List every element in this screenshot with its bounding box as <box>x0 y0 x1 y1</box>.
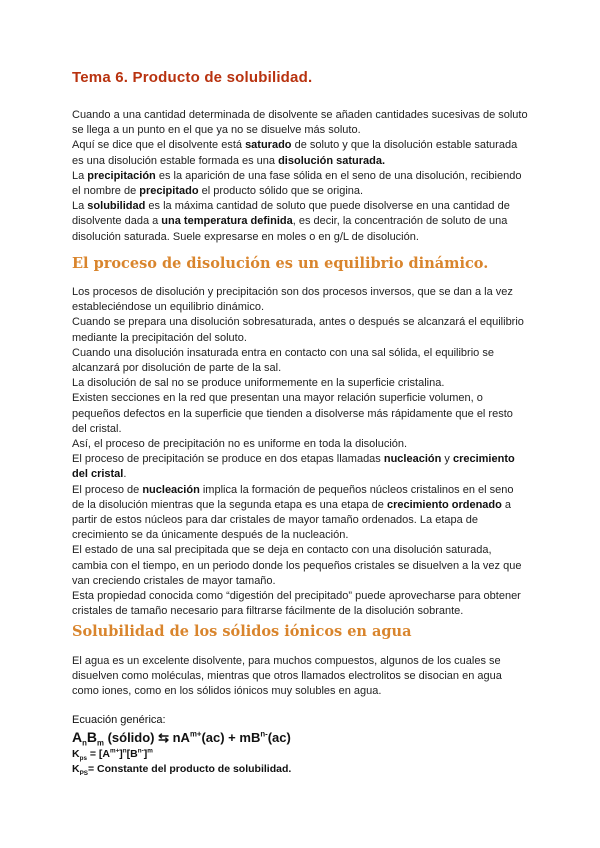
paragraph: El estado de una sal precipitada que se deja en contacto con una disolución saturada, cambia con el tiempo, en un periodo donde los pequeños cristales se disuelven a la vez que van creciendo cristales de mayor tamaño. <box>72 544 522 587</box>
paragraph: Esta propiedad conocida como “digestión del precipitado” puede aprovecharse para obtener cristales de tamaño necesario para filtrarse fácilmente de la disolución sobrante. <box>72 590 521 618</box>
intro-paragraph: Cuando a una cantidad determinada de disolvente se añaden cantidades sucesivas de soluto se llega a un punto en el que ya no se disuelve más soluto. <box>72 109 528 137</box>
section-equilibrio-text <box>72 285 528 619</box>
generic-equation: $A_nB_m$ (sólido) ⇆ $nA^{m+}(ac) + mB^{n-}(ac)$ <box>72 729 291 748</box>
equation-block <box>72 713 528 777</box>
page-title: Tema 6. Producto de solubilidad. <box>72 69 313 86</box>
paragraph: Así, el proceso de precipitación no es uniforme en toda la disolución. <box>72 438 408 451</box>
paragraph: El proceso de nucleación implica la formación de pequeños núcleos cristalinos en el seno de la disolución mientras que la segunda etapa es una etapa de crecimiento ordenado a partir de estos núcleos para dar cristales de mayor tamaño ordenados. La etapa de crecimiento se da únicamente después de la nucleación. <box>72 483 514 542</box>
paragraph: Los procesos de disolución y precipitación son dos procesos inversos, que se dan a la vez estableciéndose un equilibrio dinámico. <box>72 286 513 314</box>
section-heading-solubilidad: Solubilidad de los sólidos iónicos en agua <box>72 623 412 640</box>
paragraph: Cuando una disolución insaturada entra en contacto con una sal sólida, el equilibrio se alcanzará por disolución de parte de la sal. <box>72 346 494 375</box>
section-solubilidad-text <box>72 654 528 700</box>
intro-paragraph: La precipitación es la aparición de una fase sólida en el seno de una disolución, recibiendo el nombre de precipitado el producto sólido que se origina. <box>72 169 522 198</box>
kps-definition: $K_{PS}=$ Constante del producto de solubilidad. <box>72 763 292 778</box>
intro-paragraph: Aquí se dice que el disolvente está saturado de soluto y que la disolución estable saturada es una disolución estable formada es una disolución saturada. <box>72 139 518 167</box>
equation-label: Ecuación genérica: <box>72 714 166 726</box>
paragraph: El agua es un excelente disolvente, para muchos compuestos, algunos de los cuales se disuelven como moléculas, mientras que otros llamados electrolitos se disocian en agua como iones, como en los sólidos iónicos muy solubles en agua. <box>72 655 502 698</box>
paragraph: El proceso de precipitación se produce en dos etapas llamadas nucleación y crecimiento del cristal. <box>72 453 515 481</box>
paragraph: Cuando se prepara una disolución sobresaturada, antes o después se alcanzará el equilibrio mediante la precipitación del soluto. <box>72 316 524 344</box>
intro-text <box>72 108 528 245</box>
intro-paragraph: La solubilidad es la máxima cantidad de soluto que puede disolverse en una cantidad de disolvente dada a una temperatura definida, es decir, la concentración de soluto de una disolución saturada. Suele expresarse en moles o en g/L de disolución. <box>72 200 510 243</box>
section-heading-equilibrio: El proceso de disolución es un equilibrio dinámico. <box>72 255 489 272</box>
kps-expression: $K_{ps} = [A^{m+}]^n[B^{n-}]^m$ <box>72 747 153 763</box>
paragraph: Existen secciones en la red que presentan una mayor relación superficie volumen, o pequeños defectos en la superficie que tienden a disolverse más rápidamente que el resto del cristal. <box>72 392 513 435</box>
paragraph: La disolución de sal no se produce uniformemente en la superficie cristalina. <box>72 377 445 390</box>
